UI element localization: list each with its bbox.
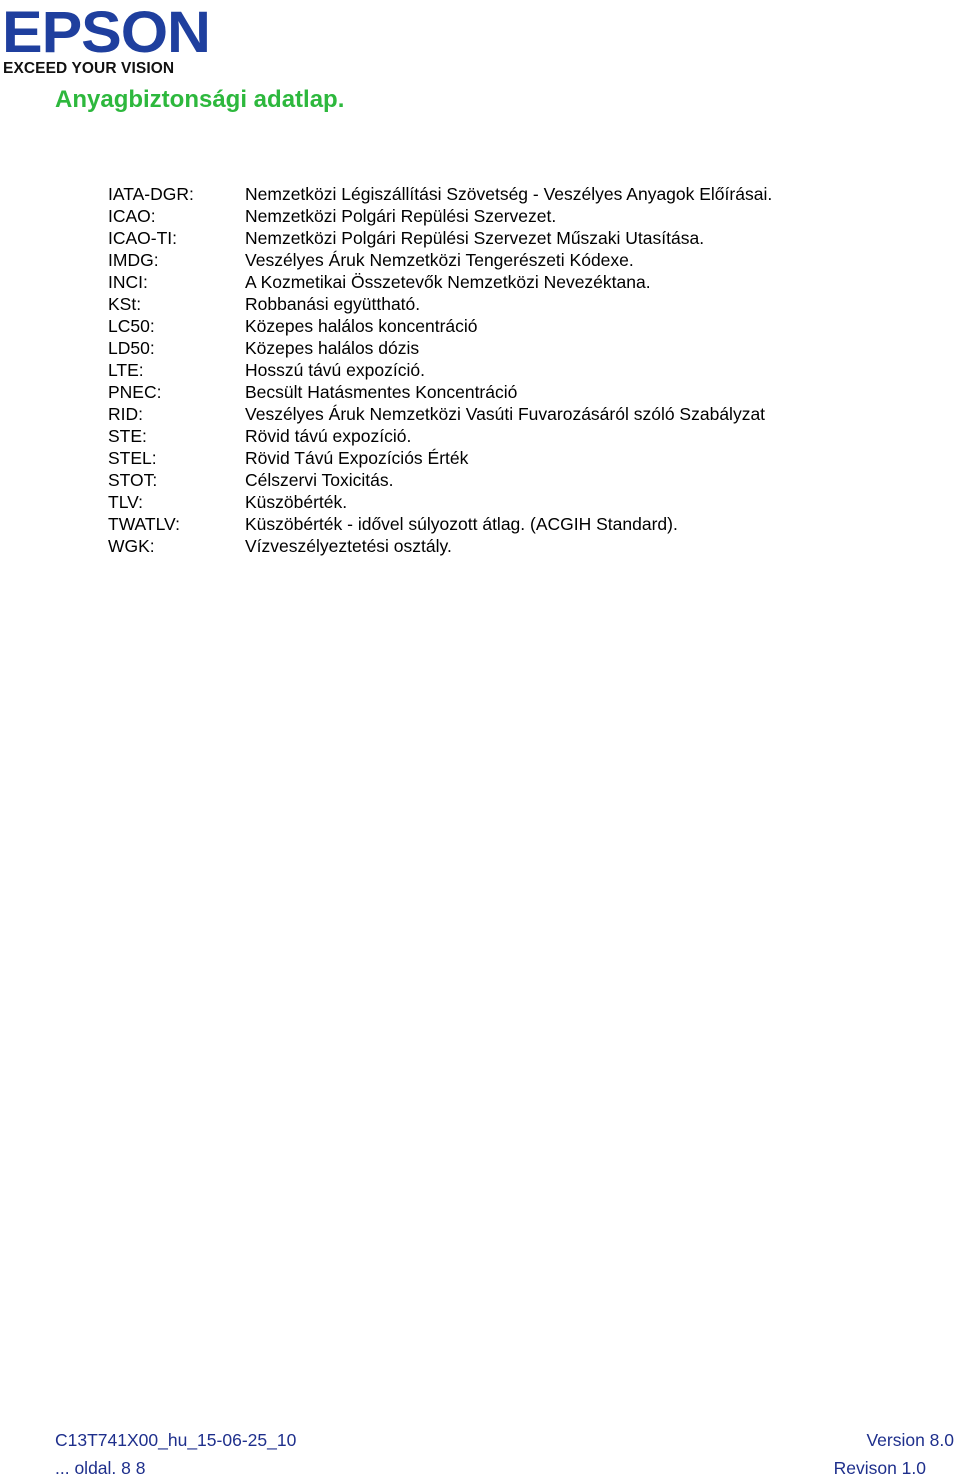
glossary-term: STOT: xyxy=(108,470,158,490)
glossary-definition: Célszervi Toxicitás. xyxy=(245,470,394,490)
document-title: Anyagbiztonsági adatlap. xyxy=(55,86,345,113)
glossary-row xyxy=(108,205,772,227)
glossary-term: ICAO-TI: xyxy=(108,228,178,248)
epson-logo-wordmark: EPSON xyxy=(2,0,210,65)
footer-page-number: ... oldal. 8 8 xyxy=(55,1458,146,1478)
glossary-term: LTE: xyxy=(108,360,144,380)
footer-document-code: C13T741X00_hu_15-06-25_10 xyxy=(55,1430,297,1450)
glossary-row xyxy=(108,447,772,469)
glossary-definition: Küszöbérték - idővel súlyozott átlag. (ACGIH Standard). xyxy=(245,514,678,534)
glossary-term: LD50: xyxy=(108,338,155,358)
glossary-definition: Hosszú távú expozíció. xyxy=(245,360,425,380)
glossary-definition: Nemzetközi Légiszállítási Szövetség - Veszélyes Anyagok Előírásai. xyxy=(245,184,773,204)
glossary-term: INCI: xyxy=(108,272,148,292)
glossary-row xyxy=(108,315,772,337)
glossary-row xyxy=(108,381,772,403)
glossary-definition: Közepes halálos koncentráció xyxy=(245,316,478,336)
glossary-term: KSt: xyxy=(108,294,142,314)
glossary-row xyxy=(108,425,772,447)
glossary-term: ICAO: xyxy=(108,206,156,226)
glossary-term: IATA-DGR: xyxy=(108,184,194,204)
glossary-row xyxy=(108,535,772,557)
glossary-term: LC50: xyxy=(108,316,155,336)
glossary-definition: Nemzetközi Polgári Repülési Szervezet. xyxy=(245,206,557,226)
glossary-definition: Veszélyes Áruk Nemzetközi Vasúti Fuvarozásáról szóló Szabályzat xyxy=(245,404,766,424)
glossary-row xyxy=(108,183,772,205)
abbreviation-glossary xyxy=(108,183,772,557)
glossary-term: IMDG: xyxy=(108,250,159,270)
glossary-row xyxy=(108,359,772,381)
glossary-row xyxy=(108,491,772,513)
glossary-term: WGK: xyxy=(108,536,155,556)
glossary-definition: Rövid távú expozíció. xyxy=(245,426,412,446)
glossary-row xyxy=(108,513,772,535)
glossary-term: TLV: xyxy=(108,492,144,512)
glossary-definition: Küszöbérték. xyxy=(245,492,348,512)
glossary-term: TWATLV: xyxy=(108,514,180,534)
glossary-row xyxy=(108,271,772,293)
glossary-row xyxy=(108,337,772,359)
glossary-definition: A Kozmetikai Összetevők Nemzetközi Nevezéktana. xyxy=(245,272,651,292)
epson-logo xyxy=(2,0,210,78)
glossary-definition: Becsült Hatásmentes Koncentráció xyxy=(245,382,518,402)
glossary-definition: Rövid Távú Expozíciós Érték xyxy=(245,448,469,468)
glossary-row xyxy=(108,469,772,491)
epson-logo-tagline: EXCEED YOUR VISION xyxy=(3,60,175,77)
glossary-term: PNEC: xyxy=(108,382,162,402)
glossary-term: RID: xyxy=(108,404,143,424)
glossary-row xyxy=(108,403,772,425)
glossary-row xyxy=(108,227,772,249)
glossary-term: STEL: xyxy=(108,448,157,468)
glossary-definition: Nemzetközi Polgári Repülési Szervezet Műszaki Utasítása. xyxy=(245,228,705,248)
glossary-row xyxy=(108,293,772,315)
glossary-definition: Vízveszélyeztetési osztály. xyxy=(245,536,452,556)
glossary-definition: Közepes halálos dózis xyxy=(245,338,420,358)
glossary-definition: Veszélyes Áruk Nemzetközi Tengerészeti Kódexe. xyxy=(245,250,634,270)
glossary-definition: Robbanási együttható. xyxy=(245,294,421,314)
glossary-row xyxy=(108,249,772,271)
footer-version: Version 8.0 xyxy=(866,1430,954,1450)
glossary-term: STE: xyxy=(108,426,147,446)
footer-revision: Revison 1.0 xyxy=(833,1458,926,1478)
